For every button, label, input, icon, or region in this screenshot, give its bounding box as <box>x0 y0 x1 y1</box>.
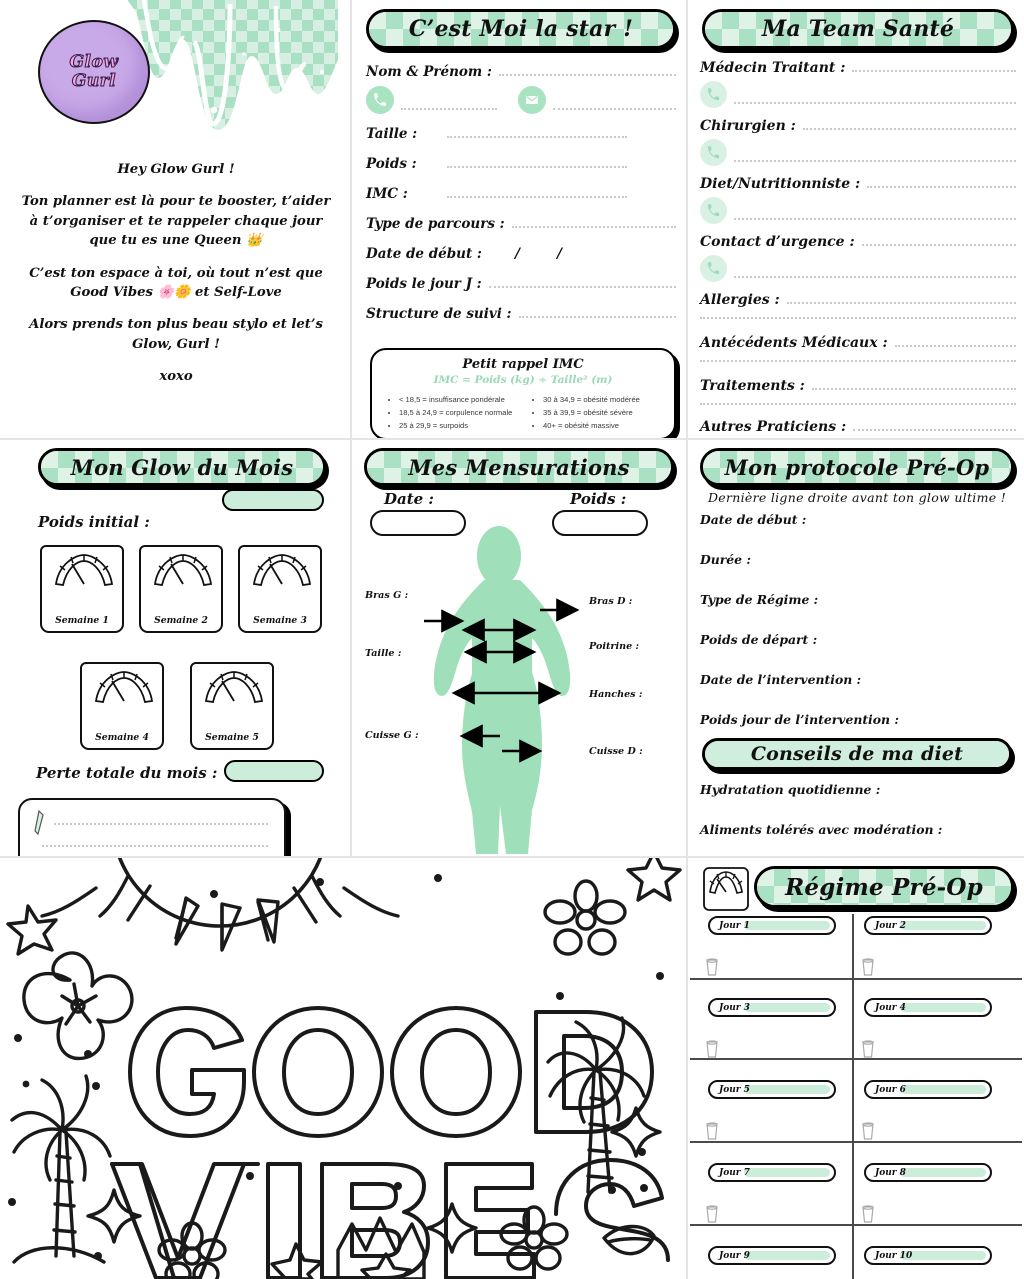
day-fill <box>744 1085 830 1094</box>
week-label: Semaine 1 <box>55 615 109 626</box>
field-label: Date de début : <box>366 246 482 262</box>
email-dotted-line[interactable] <box>553 108 676 110</box>
day-fill <box>744 1003 830 1012</box>
field-label: Antécédents Médicaux : <box>700 335 888 351</box>
contact-row <box>366 86 676 114</box>
day-label: Jour 7 <box>719 1167 750 1178</box>
field-label: Chirurgien : <box>700 118 796 134</box>
water-glass-icon[interactable] <box>860 1122 876 1140</box>
day-pill <box>864 1163 992 1182</box>
protocole-panel-title <box>700 448 1014 486</box>
imc-item: • 35 à 39,9 = obésité sévère <box>543 406 660 419</box>
sun-motif <box>42 858 398 950</box>
protocole-panel-title-text: Mon protocole Pré-Op <box>724 454 990 480</box>
field-dotted-line[interactable] <box>862 244 1016 246</box>
field-dotted-line[interactable] <box>512 226 676 228</box>
scale-dial <box>53 554 115 586</box>
allergies-line-2[interactable] <box>700 317 1016 323</box>
panel-mon-glow-du-mois <box>0 440 350 856</box>
note-line[interactable] <box>54 823 268 825</box>
field-type-regime[interactable]: Type de Régime : <box>700 592 819 607</box>
scale-dial <box>152 554 214 586</box>
imc-categories <box>372 386 674 432</box>
field-dotted-line[interactable] <box>787 302 1016 304</box>
label-bras-gauche: Bras G : <box>365 590 409 601</box>
label-bras-droit: Bras D : <box>589 596 633 607</box>
imc-left-list <box>399 393 516 432</box>
field-poids-jour-intervention[interactable]: Poids jour de l’intervention : <box>700 712 899 727</box>
daisy-top-right <box>545 881 625 954</box>
imc-box-title: Petit rappel IMC <box>462 357 584 372</box>
field-contact-urgence[interactable] <box>700 234 1016 250</box>
day-cell-8[interactable] <box>864 1163 992 1182</box>
day-label: Jour 5 <box>719 1084 750 1095</box>
day-cell-6[interactable] <box>864 1080 992 1099</box>
field-chirurgien[interactable] <box>700 118 1016 134</box>
water-glass-icon[interactable] <box>704 1122 720 1140</box>
field-duree[interactable]: Durée : <box>700 552 751 567</box>
field-diet-nutritionniste[interactable] <box>700 176 1016 192</box>
label-cuisse-droite: Cuisse D : <box>589 746 643 757</box>
phone-dotted-line[interactable] <box>734 218 1016 220</box>
day-fill <box>744 1168 830 1177</box>
field-dotted-line[interactable] <box>499 74 676 76</box>
day-label: Jour 6 <box>875 1084 906 1095</box>
day-fill <box>900 1003 986 1012</box>
medecin-phone-row[interactable] <box>700 81 1016 108</box>
scale-dial <box>203 671 265 703</box>
field-dotted-line[interactable] <box>852 70 1016 72</box>
field-label: Nom & Prénom : <box>366 64 492 80</box>
field-label: Autres Praticiens : <box>700 419 847 435</box>
field-label: Allergies : <box>700 292 780 308</box>
field-dotted-line[interactable] <box>700 317 1016 319</box>
field-dotted-line[interactable] <box>700 403 1016 405</box>
field-label: IMC : <box>366 186 408 202</box>
label-hanches: Hanches : <box>589 689 643 700</box>
antecedents-line-2[interactable] <box>700 360 1016 366</box>
label-cuisse-gauche: Cuisse G : <box>365 730 419 741</box>
water-glass-icon[interactable] <box>704 1040 720 1058</box>
glow-gurl-logo <box>38 20 150 124</box>
water-glass-icon[interactable] <box>860 1040 876 1058</box>
scale-dial <box>251 554 313 586</box>
field-label: Contact d’urgence : <box>700 234 855 250</box>
imc-item: • < 18,5 = insuffisance pondérale <box>399 393 516 406</box>
conseils-diet-title-text: Conseils de ma diet <box>750 743 964 765</box>
traitements-line-2[interactable] <box>700 403 1016 409</box>
day-label: Jour 2 <box>875 920 906 931</box>
star-top-right <box>628 858 680 900</box>
weeks-row-1 <box>40 545 322 633</box>
glow-panel-title <box>38 448 326 486</box>
day-fill <box>900 1168 986 1177</box>
water-glass-icon[interactable] <box>860 958 876 976</box>
imc-reminder-box <box>370 348 676 438</box>
field-date-debut[interactable]: Date de début : <box>700 512 807 527</box>
logo-line-1: Glow <box>69 51 119 72</box>
weeks-row-2 <box>80 662 274 750</box>
field-label: Type de parcours : <box>366 216 505 232</box>
regime-panel-title-text: Régime Pré-Op <box>785 873 983 901</box>
panel-regime-preop <box>688 858 1024 1279</box>
label-taille: Taille : <box>365 648 402 659</box>
day-label: Jour 4 <box>875 1002 906 1013</box>
field-autres-praticiens[interactable] <box>700 419 1016 435</box>
field-dotted-line[interactable] <box>812 388 1016 390</box>
field-type-parcours[interactable] <box>366 216 676 232</box>
date-label: Date : <box>384 490 434 508</box>
field-dotted-line[interactable] <box>867 186 1016 188</box>
field-label: Poids le jour J : <box>366 276 482 292</box>
field-poids-depart[interactable]: Poids de départ : <box>700 632 818 647</box>
field-dotted-line[interactable] <box>447 136 627 138</box>
intro-text <box>18 160 334 400</box>
week-label: Semaine 4 <box>95 732 149 743</box>
perte-totale-label: Perte totale du mois : <box>36 764 218 782</box>
phone-icon <box>700 81 727 108</box>
panel-cest-moi-la-star <box>352 0 686 438</box>
diet-phone-row[interactable] <box>700 197 1016 224</box>
day-label: Jour 3 <box>719 1002 750 1013</box>
scale-icon-semaine-5[interactable] <box>190 662 274 750</box>
coloring-artwork <box>0 858 686 1279</box>
hibiscus-flower-left <box>24 953 132 1059</box>
week-label: Semaine 2 <box>154 615 208 626</box>
field-label: Traitements : <box>700 378 805 394</box>
water-glass-icon[interactable] <box>704 958 720 976</box>
day-label: Jour 9 <box>719 1250 750 1261</box>
imc-item: • 18,5 à 24,9 = corpulence normale <box>399 406 516 419</box>
field-traitements[interactable] <box>700 378 1016 394</box>
team-panel-title-text: Ma Team Santé <box>761 16 955 42</box>
field-dotted-line[interactable] <box>447 196 627 198</box>
conseils-diet-title <box>702 738 1012 770</box>
day-pill <box>708 998 836 1017</box>
notes-box[interactable] <box>18 798 286 856</box>
pencil-icon <box>33 810 45 836</box>
panel-intro <box>0 0 350 438</box>
imc-item: • 25 à 29,9 = surpoids <box>399 419 516 432</box>
day-pill <box>864 1246 992 1265</box>
palm-tree-left <box>12 1076 110 1262</box>
star-bottom-1 <box>272 1244 322 1279</box>
water-glass-icon[interactable] <box>860 1205 876 1223</box>
perte-totale-field[interactable] <box>224 760 324 782</box>
day-cell-2[interactable] <box>864 916 992 935</box>
phone-dotted-line[interactable] <box>401 108 497 110</box>
phone-dotted-line[interactable] <box>734 102 1016 104</box>
field-dotted-line[interactable] <box>853 429 1016 431</box>
intro-paragraph: C’est ton espace à toi, où tout n’est que Good Vibes 🌸🌼 et Self-Love <box>29 265 323 301</box>
scale-icon-semaine-1[interactable] <box>40 545 124 633</box>
day-pill <box>864 916 992 935</box>
phone-icon <box>700 139 727 166</box>
scale-icon-semaine-4[interactable] <box>80 662 164 750</box>
grid-row-divider <box>690 1058 1022 1060</box>
water-glass-icon[interactable] <box>704 1205 720 1223</box>
urgence-phone-row[interactable] <box>700 255 1016 282</box>
intro-paragraph: Hey Glow Gurl ! <box>117 162 235 177</box>
field-antecedents-medicaux[interactable] <box>700 335 1016 351</box>
field-dotted-line[interactable] <box>489 286 676 288</box>
day-pill <box>864 1080 992 1099</box>
field-date-intervention[interactable]: Date de l’intervention : <box>700 672 862 687</box>
phone-dotted-line[interactable] <box>734 276 1016 278</box>
week-label: Semaine 5 <box>205 732 259 743</box>
day-cell-7[interactable] <box>708 1163 836 1182</box>
day-pill <box>864 998 992 1017</box>
imc-item: • 40+ = obésité massive <box>543 419 660 432</box>
day-fill <box>744 921 830 930</box>
sheet-divider <box>0 856 1024 858</box>
star-panel-title <box>366 9 676 49</box>
phone-dotted-line[interactable] <box>734 160 1016 162</box>
panel-good-vibes-coloring <box>0 858 686 1279</box>
grid-row-divider <box>690 1224 1022 1226</box>
scale-icon <box>702 866 750 912</box>
field-date-debut[interactable] <box>366 246 676 262</box>
imc-right-list <box>543 393 660 432</box>
field-imc[interactable] <box>366 186 676 202</box>
day-pill <box>708 1246 836 1265</box>
scale-icon-semaine-2[interactable] <box>139 545 223 633</box>
note-line[interactable] <box>42 845 268 847</box>
grid-row-divider <box>690 978 1022 980</box>
sheet-divider <box>686 0 688 1279</box>
month-name-field[interactable] <box>222 489 324 511</box>
chirurgien-phone-row[interactable] <box>700 139 1016 166</box>
field-dotted-line[interactable] <box>700 360 1016 362</box>
day-label: Jour 10 <box>875 1250 913 1261</box>
field-dotted-line[interactable] <box>447 166 627 168</box>
field-label: Diet/Nutritionniste : <box>700 176 861 192</box>
imc-formula: IMC = Poids (kg) ÷ Taille² (m) <box>433 374 613 386</box>
field-label: Taille : <box>366 126 418 142</box>
field-hydratation[interactable]: Hydratation quotidienne : <box>700 782 881 797</box>
day-cell-1[interactable] <box>708 916 836 935</box>
day-fill <box>900 921 986 930</box>
sheet-divider <box>0 438 1024 440</box>
week-label: Semaine 3 <box>253 615 307 626</box>
intro-paragraph: Alors prends ton plus beau stylo et let’s Glow, Gurl ! <box>29 317 323 352</box>
intro-paragraph: Ton planner est là pour te booster, t’aider à t’organiser et te rappeler chaque jour que tu es une Queen 👑 <box>21 194 331 249</box>
mensurations-panel-title-text: Mes Mensurations <box>408 454 630 480</box>
field-nom-prenom[interactable] <box>366 64 676 80</box>
day-pill <box>708 916 836 935</box>
day-label: Jour 8 <box>875 1167 906 1178</box>
protocole-subtitle: Dernière ligne droite avant ton glow ultime ! <box>707 490 1007 505</box>
field-poids-jour-j[interactable] <box>366 276 676 292</box>
intro-signature: xoxo <box>159 369 193 385</box>
star-panel-title-text: C’est Moi la star ! <box>408 16 634 42</box>
field-structure-suivi[interactable] <box>366 306 676 322</box>
grid-row-divider <box>690 1141 1022 1143</box>
field-poids[interactable] <box>366 156 676 172</box>
panel-mes-mensurations <box>352 440 686 856</box>
green-drip-graphic <box>126 0 338 132</box>
team-panel-title <box>702 9 1014 49</box>
day-cell-4[interactable] <box>864 998 992 1017</box>
day-cell-9[interactable] <box>708 1246 836 1265</box>
field-label: Poids : <box>366 156 417 172</box>
field-dotted-line[interactable] <box>895 345 1016 347</box>
regime-panel-title <box>754 866 1014 908</box>
day-fill <box>744 1251 830 1260</box>
phone-icon <box>700 197 727 224</box>
poids-initial-label: Poids initial : <box>38 513 150 531</box>
panel-mon-protocole-preop <box>688 440 1024 856</box>
poids-label: Poids : <box>570 490 627 508</box>
label-poitrine: Poitrine : <box>589 641 640 652</box>
phone-icon <box>700 255 727 282</box>
envelope-icon <box>518 86 546 114</box>
field-medecin-traitant[interactable] <box>700 60 1016 76</box>
day-pill <box>708 1080 836 1099</box>
field-aliments-toleres[interactable]: Aliments tolérés avec modération : <box>700 822 943 837</box>
field-dotted-line[interactable] <box>803 128 1016 130</box>
day-fill <box>900 1251 986 1260</box>
day-label: Jour 1 <box>719 920 750 931</box>
date-mask: / / <box>514 246 579 262</box>
day-cell-5[interactable] <box>708 1080 836 1099</box>
field-label: Médecin Traitant : <box>700 60 846 76</box>
logo-line-2: Gurl <box>71 71 117 91</box>
panel-ma-team-sante <box>688 0 1024 438</box>
sheet-divider <box>350 0 352 856</box>
phone-icon <box>366 86 394 114</box>
day-cell-10[interactable] <box>864 1246 992 1265</box>
day-pill <box>708 1163 836 1182</box>
glow-panel-title-text: Mon Glow du Mois <box>70 454 294 480</box>
imc-item: • 30 à 34,9 = obésité modérée <box>543 393 660 406</box>
field-dotted-line[interactable] <box>519 316 676 318</box>
field-taille[interactable] <box>366 126 676 142</box>
field-allergies[interactable] <box>700 292 1016 308</box>
scale-dial <box>93 671 155 703</box>
field-label: Structure de suivi : <box>366 306 512 322</box>
day-fill <box>900 1085 986 1094</box>
scale-icon-semaine-3[interactable] <box>238 545 322 633</box>
day-cell-3[interactable] <box>708 998 836 1017</box>
